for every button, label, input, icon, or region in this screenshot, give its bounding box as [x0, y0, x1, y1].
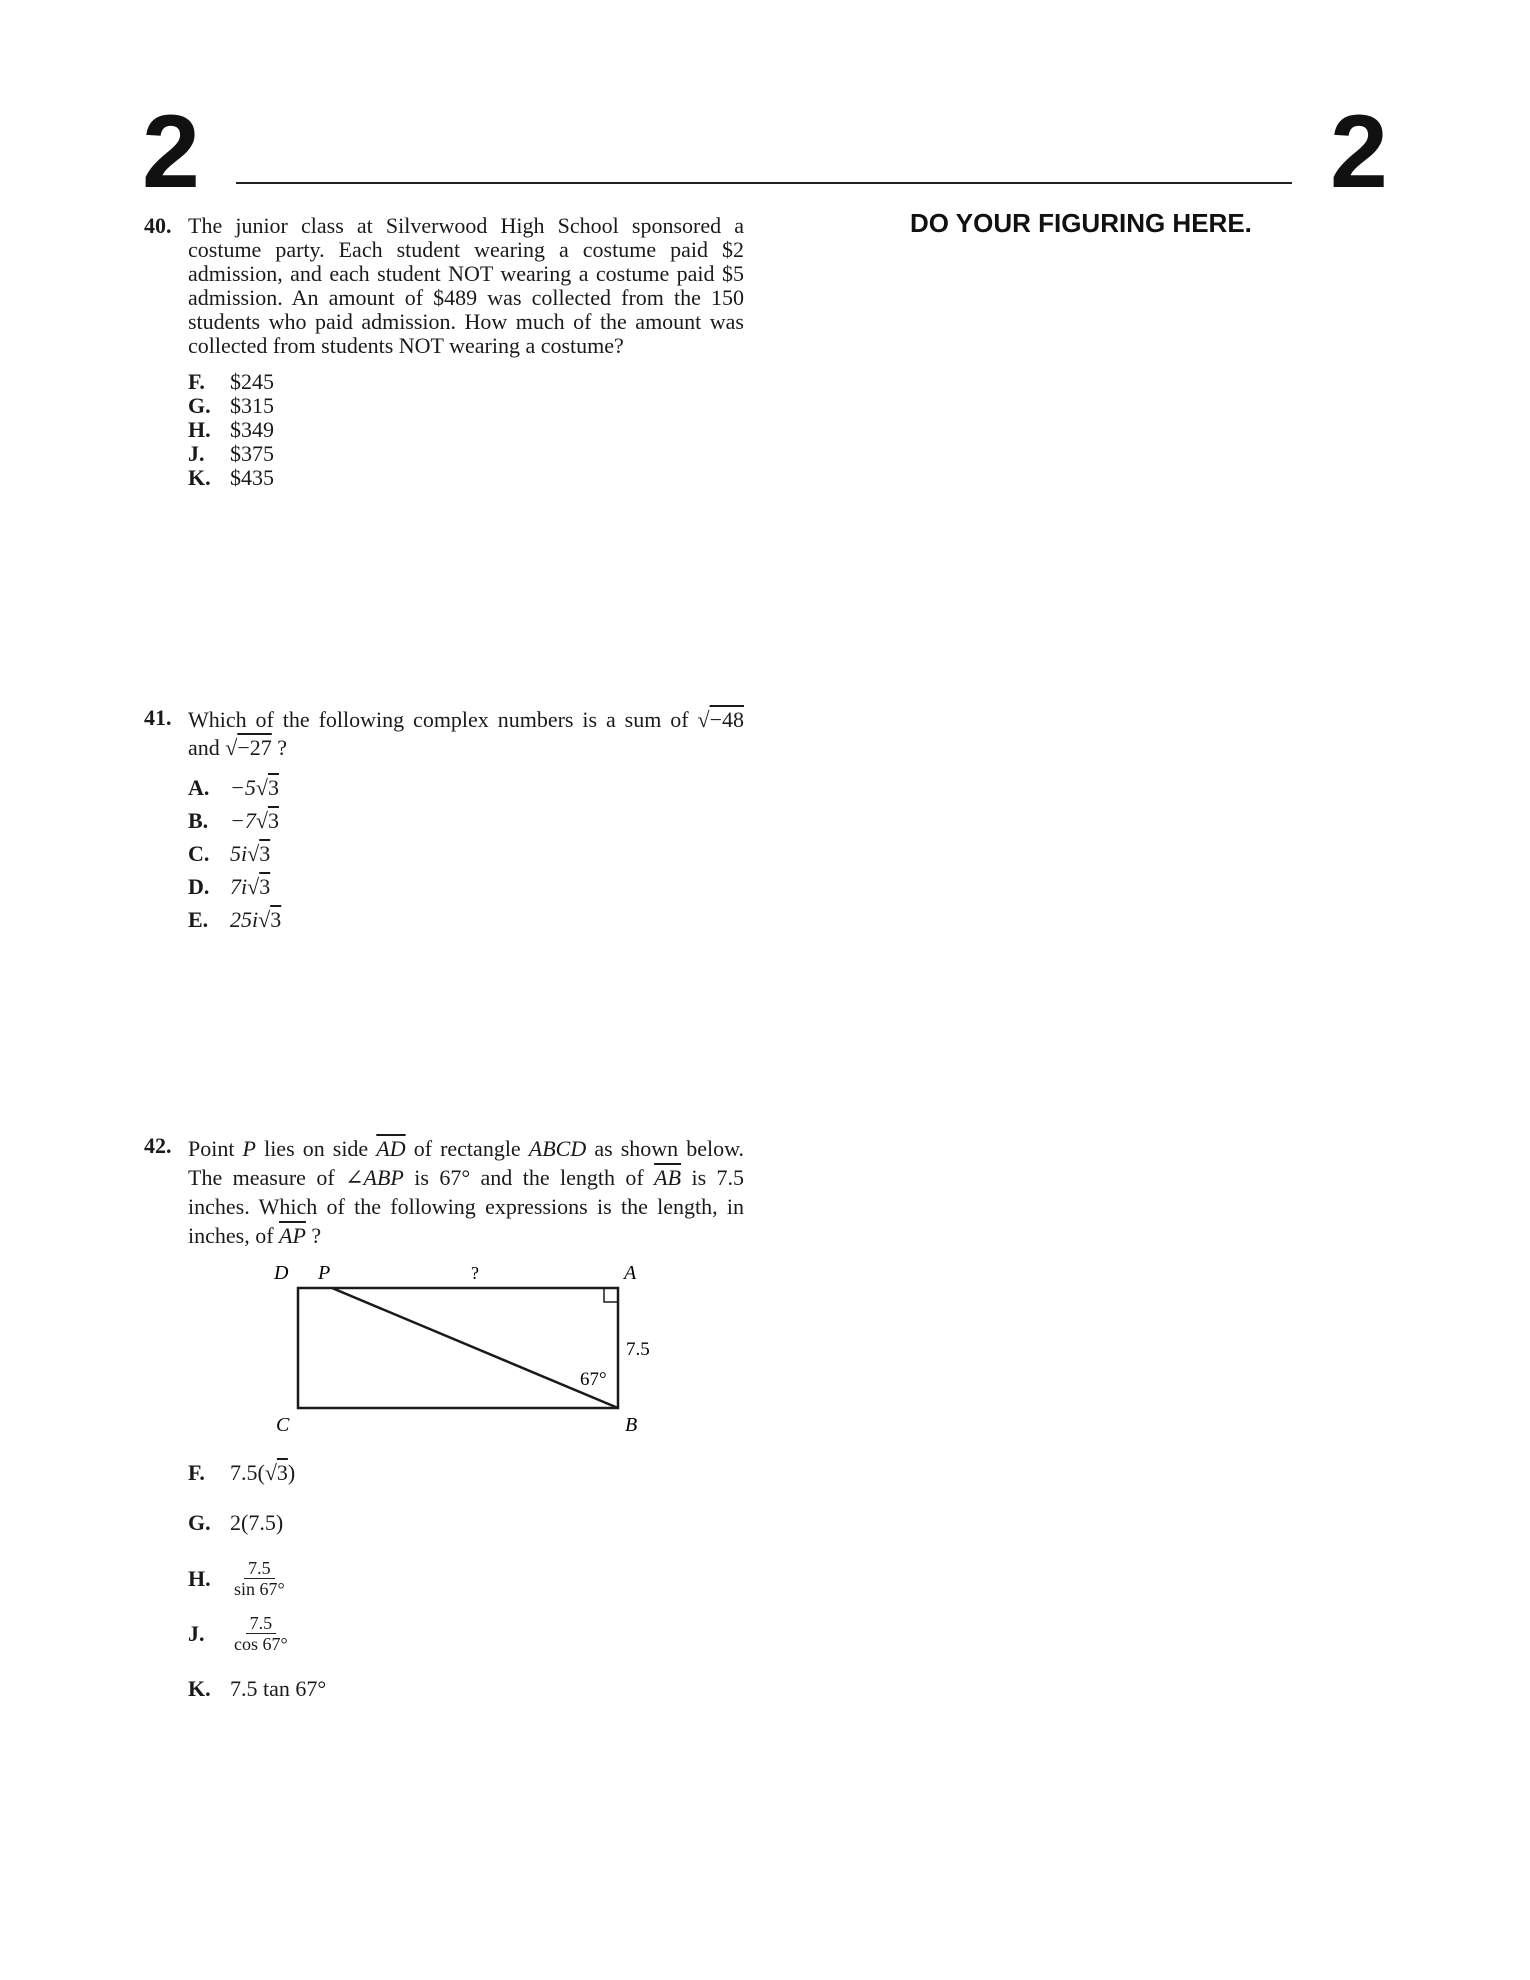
question-stem	[188, 706, 744, 762]
stem-text: is 67° and the length of	[414, 1165, 644, 1190]
fraction	[230, 1613, 292, 1654]
choice-e[interactable]	[188, 908, 744, 941]
answer-choices	[188, 370, 744, 490]
answer-choices	[188, 776, 744, 941]
radical-expression: √3	[247, 841, 271, 866]
question-stem: The junior class at Silverwood High School sponsored a costume party. Each student wearing a costume paid $2 admission, and each student NOT wearing a costume paid $5 admission. An amount of $489 was collected from the 150 students who paid admission. How much of the amount was collected from students NOT wearing a costume?	[188, 213, 744, 358]
choice-letter: E.	[188, 907, 209, 932]
label-d: D	[274, 1262, 289, 1284]
stem-variable: ABCD	[528, 1136, 587, 1161]
radical-expression: √3	[264, 1460, 288, 1485]
choice-k[interactable]	[188, 1676, 588, 1702]
choice-text: 2(7.5)	[230, 1510, 284, 1535]
question-stem	[188, 1134, 744, 1250]
segment-ad: $\overline{AD}$	[376, 1136, 406, 1161]
stem-text: and	[188, 735, 220, 760]
radicand: 3	[259, 841, 271, 866]
choice-letter: F.	[188, 369, 205, 394]
radicand: −27	[237, 735, 272, 760]
question-42-choices	[188, 1460, 588, 1722]
label-side-length: 7.5	[626, 1339, 650, 1360]
stem-text: is 7.5 inches. Which of the following expressions is the length, in inches, of	[188, 1165, 745, 1248]
question-42	[144, 1134, 744, 1250]
choice-letter: H.	[188, 417, 211, 442]
choice-j[interactable]	[188, 1613, 588, 1654]
choice-g[interactable]	[188, 394, 744, 418]
denominator: cos 67°	[234, 1634, 288, 1654]
choice-letter: B.	[188, 808, 209, 833]
segment-pb	[332, 1288, 618, 1408]
choice-letter: A.	[188, 775, 210, 800]
radical-expression: √3	[258, 907, 282, 932]
choice-h[interactable]	[188, 1558, 588, 1599]
choice-letter: J.	[188, 1620, 205, 1646]
choice-letter: K.	[188, 465, 211, 490]
question-number: 41.	[144, 705, 172, 730]
label-angle: 67°	[580, 1369, 607, 1390]
stem-text: as shown below. The measure of	[188, 1136, 745, 1190]
choice-c[interactable]	[188, 842, 744, 875]
radical-expression: √3	[247, 874, 271, 899]
choice-text: $375	[230, 441, 274, 466]
choice-letter: G.	[188, 1510, 211, 1535]
stem-text: ?	[311, 1223, 322, 1248]
choice-b[interactable]	[188, 809, 744, 842]
section-number-right: 2	[1330, 94, 1388, 210]
choice-letter: C.	[188, 841, 210, 866]
question-number: 42.	[144, 1133, 172, 1158]
stem-text: lies on side	[264, 1136, 369, 1161]
choice-text: )	[287, 1460, 296, 1485]
choice-text: $245	[230, 369, 274, 394]
radicand: 3	[270, 907, 282, 932]
stem-variable: P	[242, 1136, 256, 1161]
choice-letter: F.	[188, 1460, 205, 1485]
choice-f[interactable]	[188, 370, 744, 394]
choice-text: $315	[230, 393, 274, 418]
choice-text: $349	[230, 417, 274, 442]
numerator: 7.5	[244, 1558, 275, 1579]
numerator: 7.5	[246, 1613, 277, 1634]
choice-f[interactable]	[188, 1460, 588, 1486]
choice-j[interactable]	[188, 442, 744, 466]
stem-text: ?	[277, 735, 288, 760]
stem-text: Which of the following complex numbers is a sum of	[188, 707, 689, 732]
question-number: 40.	[144, 213, 172, 238]
question-41	[144, 706, 744, 941]
label-unknown: ?	[471, 1263, 479, 1283]
choice-k[interactable]	[188, 466, 744, 490]
choice-g[interactable]	[188, 1510, 588, 1536]
radicand: 3	[276, 1460, 288, 1485]
rectangle-abcd	[298, 1288, 618, 1408]
choice-text: 7.5 tan 67°	[230, 1676, 327, 1701]
stem-text: of rectangle	[413, 1136, 521, 1161]
segment-ab: $\overline{AB}$	[654, 1165, 682, 1190]
choice-h[interactable]	[188, 418, 744, 442]
radicand: 3	[267, 775, 279, 800]
choice-letter: J.	[188, 441, 205, 466]
radical-expression: √−48	[697, 707, 745, 732]
angle-abp: ∠ABP	[345, 1165, 404, 1190]
choice-coefficient: −5	[230, 775, 256, 800]
radicand: 3	[259, 874, 271, 899]
label-a: A	[624, 1262, 637, 1284]
choice-d[interactable]	[188, 875, 744, 908]
choice-coefficient: 5i	[230, 841, 248, 866]
rectangle-figure	[260, 1255, 670, 1440]
radicand: 3	[267, 808, 279, 833]
stem-text: Point	[188, 1136, 235, 1161]
choice-text: $435	[230, 465, 274, 490]
choice-letter: K.	[188, 1676, 211, 1701]
header-rule	[236, 182, 1292, 184]
question-40	[144, 214, 744, 490]
figuring-label: DO YOUR FIGURING HERE.	[910, 208, 1252, 238]
label-c: C	[276, 1414, 290, 1436]
denominator: sin 67°	[234, 1579, 285, 1599]
choice-a[interactable]	[188, 776, 744, 809]
label-p: P	[318, 1262, 331, 1284]
choice-letter: G.	[188, 393, 211, 418]
segment-ap: $\overline{AP}$	[279, 1223, 306, 1248]
fraction	[230, 1558, 289, 1599]
radical-expression: √3	[255, 775, 279, 800]
label-b: B	[625, 1414, 638, 1436]
choice-letter: H.	[188, 1565, 211, 1591]
choice-coefficient: 25i	[230, 907, 259, 932]
radical-expression: √−27	[225, 735, 272, 760]
section-number-left: 2	[142, 94, 200, 210]
radicand: −48	[709, 707, 745, 732]
radical-expression: √3	[255, 808, 279, 833]
choice-coefficient: −7	[230, 808, 256, 833]
choice-coefficient: 7i	[230, 874, 248, 899]
choice-letter: D.	[188, 874, 210, 899]
right-angle-mark	[604, 1288, 618, 1302]
choice-text: 7.5(	[230, 1460, 265, 1485]
